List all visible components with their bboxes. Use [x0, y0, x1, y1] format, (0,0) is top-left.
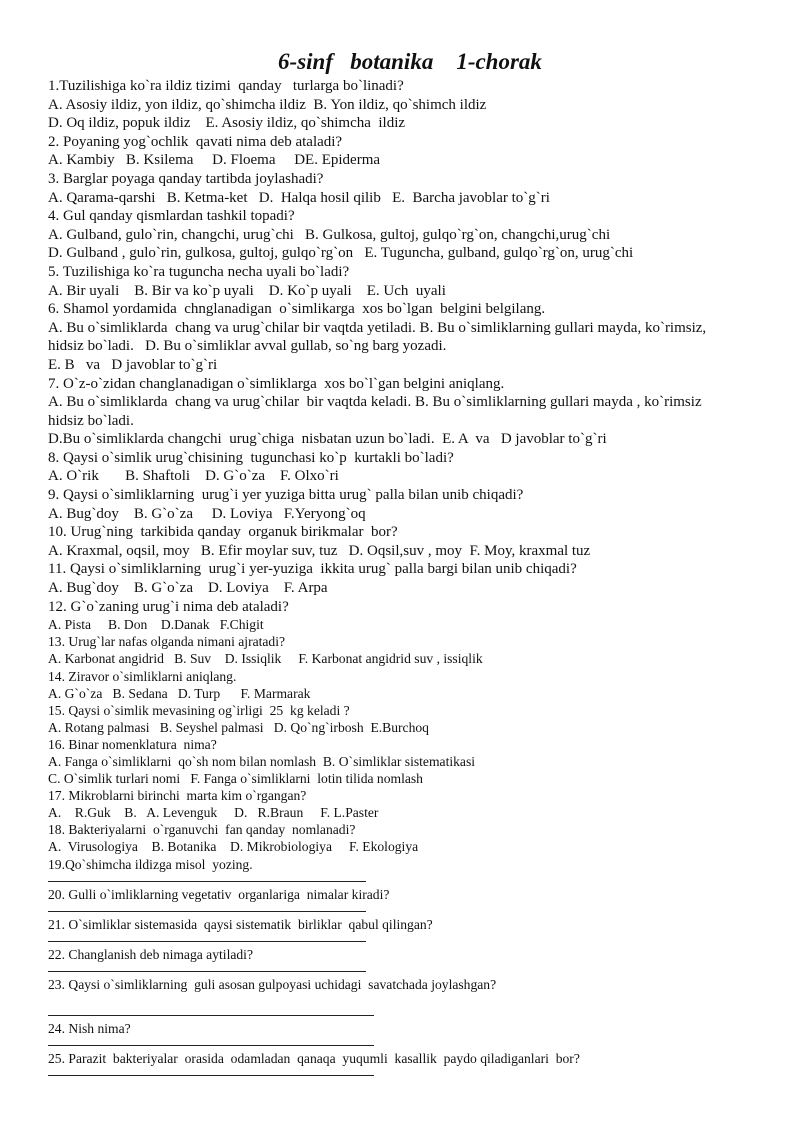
- text-line: D.Bu o`simliklarda changchi urug`chiga nisbatan uzun bo`ladi. E. A va D javoblar to`g`ri: [48, 431, 607, 448]
- text-line: C. O`simlik turlari nomi F. Fanga o`simliklarni lotin tilida nomlash: [48, 771, 423, 787]
- text-line: 8. Qaysi o`simlik urug`chisining tugunchasi ko`p kurtakli bo`ladi?: [48, 449, 454, 466]
- text-line: A. Fanga o`simliklarni qo`sh nom bilan nomlash B. O`simliklar sistematikasi: [48, 753, 476, 769]
- text-line: 17. Mikroblarni birinchi marta kim o`rgangan?: [48, 788, 307, 804]
- answer-line: [48, 1007, 374, 1016]
- open-question: 22. Changlanish deb nimaga aytiladi?: [48, 946, 253, 962]
- text-line: A. O`rik B. Shaftoli D. G`o`za F. Olxo`ri: [48, 468, 339, 485]
- text-line: A. R.Guk B. A. Levenguk D. R.Braun F. L.Paster: [48, 805, 379, 821]
- page-title: 6-sinf botanika 1-chorak: [278, 49, 542, 74]
- text-line: A. Pista B. Don D.Danak F.Chigit: [48, 617, 264, 633]
- text-line: A. Kambiy B. Ksilema D. Floema DE. Epiderma: [48, 152, 381, 169]
- answer-line: [48, 1037, 374, 1046]
- text-line: D. Gulband , gulo`rin, gulkosa, gultoj, gulqo`rg`on E. Tuguncha, gulband, gulqo`rg`on, urug`chi: [48, 245, 634, 262]
- text-line: 6. Shamol yordamida chnglanadigan o`simlikarga xos bo`lgan belgini belgilang.: [48, 301, 546, 318]
- text-line: hidsiz bo`ladi.: [48, 412, 134, 429]
- text-line: A. Bug`doy B. G`o`za D. Loviya F. Arpa: [48, 580, 328, 597]
- text-line: 7. O`z-o`zidan changlanadigan o`simliklarga xos bo`l`gan belgini aniqlang.: [48, 375, 505, 392]
- open-question: 24. Nish nima?: [48, 1021, 131, 1036]
- text-line: A. Rotang palmasi B. Seyshel palmasi D. Qo`ng`irbosh E.Burchoq: [48, 719, 429, 735]
- text-line: 12. G`o`zaning urug`i nima deb ataladi?: [48, 598, 289, 615]
- text-line: 13. Urug`lar nafas olganda nimani ajratadi?: [48, 634, 286, 650]
- text-line: A. Gulband, gulo`rin, changchi, urug`chi B. Gulkosa, gultoj, gulqo`rg`on, changchi,urug`chi: [48, 226, 611, 243]
- text-line: A. Bu o`simliklarda chang va urug`chilar bir vaqtda keladi. B. Bu o`simliklarning gullari mayda , ko`rimsiz: [48, 394, 702, 411]
- text-line: A. G`o`za B. Sedana D. Turp F. Marmarak: [48, 685, 311, 701]
- text-line: 2. Poyaning yog`ochlik qavati nima deb ataladi?: [48, 133, 343, 150]
- open-question: 25. Parazit bakteriyalar orasida odamladan qanaqa yuqumli kasallik paydo qiladiganlari bor?: [48, 1051, 580, 1067]
- text-line: 18. Bakteriyalarni o`rganuvchi fan qanday nomlanadi?: [48, 822, 356, 838]
- answer-line: [48, 1067, 374, 1076]
- text-line: 19.Qo`shimcha ildizga misol yozing.: [48, 856, 253, 872]
- answer-line: [48, 873, 366, 882]
- text-line: 9. Qaysi o`simliklarning urug`i yer yuziga bitta urug` palla bilan unib chiqadi?: [48, 487, 524, 504]
- text-line: 4. Gul qanday qismlardan tashkil topadi?: [48, 208, 295, 225]
- answer-line: [48, 903, 366, 912]
- text-line: A. Bu o`simliklarda chang va urug`chilar bir vaqtda yetiladi. B. Bu o`simliklarning gullari mayda, ko`rimsiz,: [48, 319, 707, 336]
- text-line: 16. Binar nomenklatura nima?: [48, 736, 217, 752]
- open-question: 23. Qaysi o`simliklarning guli asosan gulpoyasi uchidagi savatchada joylashgan?: [48, 976, 497, 992]
- text-line: 11. Qaysi o`simliklarning urug`i yer-yuziga ikkita urug` palla bargi bilan unib chiqadi?: [48, 561, 577, 578]
- text-line: A. Bir uyali B. Bir va ko`p uyali D. Ko`p uyali E. Uch uyali: [48, 282, 446, 299]
- text-line: 5. Tuzilishiga ko`ra tuguncha necha uyali bo`ladi?: [48, 263, 350, 280]
- text-line: D. Oq ildiz, popuk ildiz E. Asosiy ildiz, qo`shimcha ildiz: [48, 115, 406, 132]
- open-question: 20. Gulli o`imliklarning vegetativ organlariga nimalar kiradi?: [48, 886, 390, 902]
- text-line: 10. Urug`ning tarkibida qanday organuk birikmalar bor?: [48, 524, 398, 541]
- text-line: A. Bug`doy B. G`o`za D. Loviya F.Yeryong`oq: [48, 505, 366, 522]
- question-list: [48, 77, 760, 1080]
- text-line: 1.Tuzilishiga ko`ra ildiz tizimi qanday turlarga bo`linadi?: [48, 78, 404, 94]
- text-line: A. Asosiy ildiz, yon ildiz, qo`shimcha ildiz B. Yon ildiz, qo`shimch ildiz: [48, 96, 487, 113]
- text-line: A. Kraxmal, oqsil, moy B. Efir moylar suv, tuz D. Oqsil,suv , moy F. Moy, kraxmal tuz: [48, 542, 591, 559]
- text-line: 14. Ziravor o`simliklarni aniqlang.: [48, 668, 237, 684]
- answer-line: [48, 963, 366, 972]
- text-line: 3. Barglar poyaga qanday tartibda joylashadi?: [48, 170, 324, 187]
- text-line: A. Virusologiya B. Botanika D. Mikrobiologiya F. Ekologiya: [48, 839, 419, 855]
- text-line: A. Qarama-qarshi B. Ketma-ket D. Halqa hosil qilib E. Barcha javoblar to`g`ri: [48, 189, 550, 206]
- open-question: 21. O`simliklar sistemasida qaysi sistematik birliklar qabul qilingan?: [48, 916, 433, 932]
- text-line: 15. Qaysi o`simlik mevasining og`irligi 25 kg keladi ?: [48, 702, 350, 718]
- text-line: E. B va D javoblar to`g`ri: [48, 356, 218, 373]
- text-line: hidsiz bo`ladi. D. Bu o`simliklar avval gullab, so`ng barg yozadi.: [48, 338, 447, 355]
- text-line: A. Karbonat angidrid B. Suv D. Issiqlik F. Karbonat angidrid suv , issiqlik: [48, 651, 483, 667]
- answer-line: [48, 933, 366, 942]
